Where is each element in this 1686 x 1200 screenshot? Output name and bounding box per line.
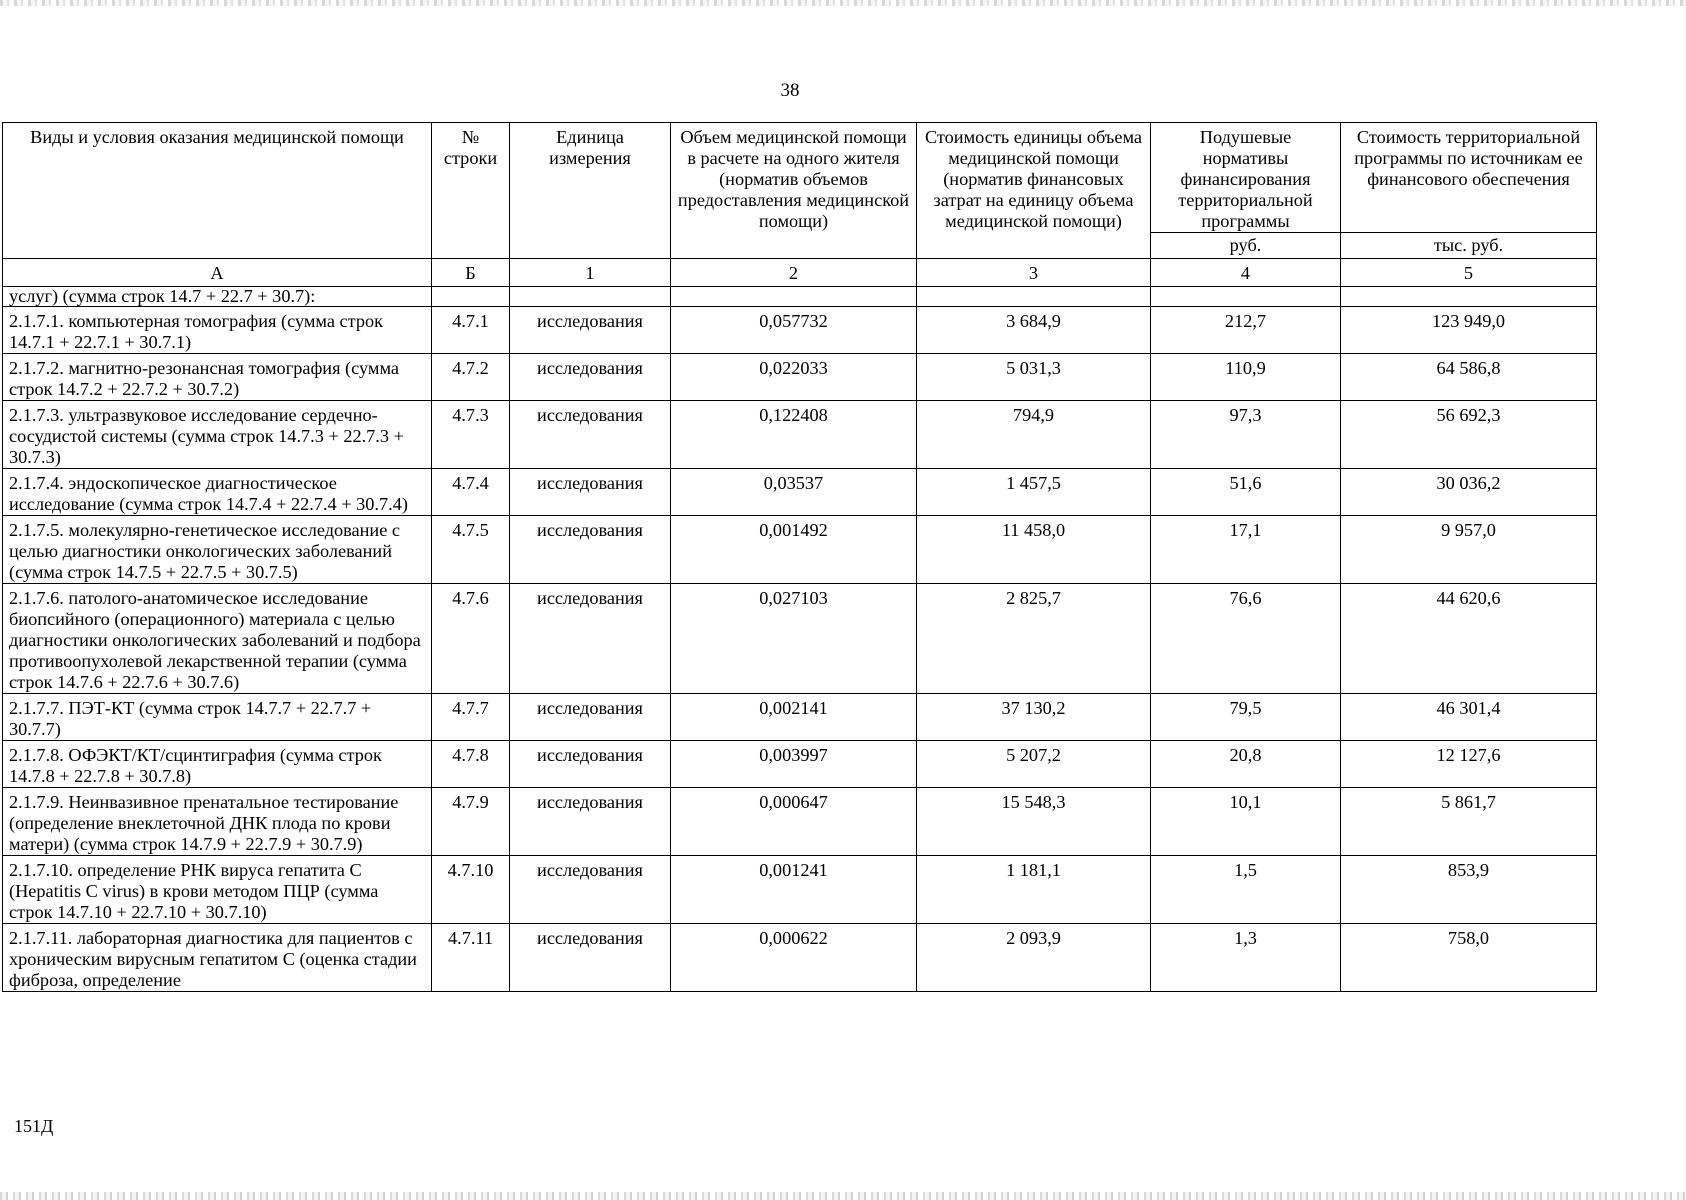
- empty-cell: [1341, 287, 1597, 307]
- index-cell: Б: [432, 259, 510, 287]
- row-unit-cost: 1 181,1: [917, 856, 1151, 924]
- row-per-capita: 97,3: [1151, 401, 1341, 469]
- row-line-number: 4.7.7: [432, 694, 510, 741]
- row-program-cost: 853,9: [1341, 856, 1597, 924]
- row-label: 2.1.7.1. компьютерная томография (сумма строк 14.7.1 + 22.7.1 + 30.7.1): [3, 307, 432, 354]
- row-unit-cost: 11 458,0: [917, 516, 1151, 584]
- row-per-capita: 1,3: [1151, 924, 1341, 992]
- row-program-cost: 12 127,6: [1341, 741, 1597, 788]
- empty-cell: [671, 287, 917, 307]
- row-per-capita: 1,5: [1151, 856, 1341, 924]
- table-row: [3, 856, 1597, 924]
- row-label: 2.1.7.7. ПЭТ-КТ (сумма строк 14.7.7 + 22.7.7 + 30.7.7): [3, 694, 432, 741]
- row-per-capita: 110,9: [1151, 354, 1341, 401]
- row-unit-cost: 5 207,2: [917, 741, 1151, 788]
- row-volume: 0,027103: [671, 584, 917, 694]
- row-unit: исследования: [510, 516, 671, 584]
- table-row: [3, 354, 1597, 401]
- row-unit: исследования: [510, 924, 671, 992]
- row-line-number: 4.7.2: [432, 354, 510, 401]
- index-row: [3, 259, 1597, 287]
- row-per-capita: 10,1: [1151, 788, 1341, 856]
- page-number: 38: [780, 80, 800, 101]
- row-line-number: 4.7.9: [432, 788, 510, 856]
- index-cell: А: [3, 259, 432, 287]
- row-volume: 0,001492: [671, 516, 917, 584]
- row-volume: 0,001241: [671, 856, 917, 924]
- row-volume: 0,057732: [671, 307, 917, 354]
- row-line-number: 4.7.5: [432, 516, 510, 584]
- index-cell: 1: [510, 259, 671, 287]
- row-label: 2.1.7.3. ультразвуковое исследование сердечно-сосудистой системы (сумма строк 14.7.3 + 22.7.3 + 30.7.3): [3, 401, 432, 469]
- table-row: [3, 401, 1597, 469]
- row-unit-cost: 3 684,9: [917, 307, 1151, 354]
- row-line-number: 4.7.4: [432, 469, 510, 516]
- row-unit: исследования: [510, 741, 671, 788]
- row-line-number: 4.7.6: [432, 584, 510, 694]
- index-cell: 3: [917, 259, 1151, 287]
- row-label: 2.1.7.6. патолого-анатомическое исследование биопсийного (операционного) материала с целью диагностики онкологических заболеваний и подбора противоопухолевой лекарственной терапии (сумма строк 14.7.6 + 22.7.6 + 30.7.6): [3, 584, 432, 694]
- table-row: [3, 516, 1597, 584]
- row-line-number: 4.7.10: [432, 856, 510, 924]
- row-unit: исследования: [510, 469, 671, 516]
- row-volume: 0,000622: [671, 924, 917, 992]
- row-label: 2.1.7.9. Неинвазивное пренатальное тестирование (определение внеклеточной ДНК плода по крови матери) (сумма строк 14.7.9 + 22.7.9 + 30.7.9): [3, 788, 432, 856]
- table-row: [3, 694, 1597, 741]
- financing-table: [2, 122, 1597, 992]
- index-cell: 2: [671, 259, 917, 287]
- row-unit: исследования: [510, 584, 671, 694]
- header-program-cost: Стоимость территориальной программы по источникам ее финансового обеспечения: [1341, 123, 1597, 233]
- table-row: [3, 584, 1597, 694]
- row-program-cost: 30 036,2: [1341, 469, 1597, 516]
- row-unit: исследования: [510, 401, 671, 469]
- row-program-cost: 758,0: [1341, 924, 1597, 992]
- row-program-cost: 44 620,6: [1341, 584, 1597, 694]
- empty-cell: [1151, 287, 1341, 307]
- header-volume: Объем медицинской помощи в расчете на одного жителя (норматив объемов предоставления медицинской помощи): [671, 123, 917, 259]
- row-label: 2.1.7.4. эндоскопическое диагностическое исследование (сумма строк 14.7.4 + 22.7.4 + 30.7.4): [3, 469, 432, 516]
- row-unit: исследования: [510, 354, 671, 401]
- empty-cell: [432, 287, 510, 307]
- table-row: [3, 924, 1597, 992]
- scan-edge-bottom: [0, 1192, 1686, 1200]
- row-per-capita: 17,1: [1151, 516, 1341, 584]
- table-row: [3, 307, 1597, 354]
- row-volume: 0,003997: [671, 741, 917, 788]
- header-unit-cost: Стоимость единицы объема медицинской помощи (норматив финансовых затрат на единицу объема медицинской помощи): [917, 123, 1151, 259]
- index-cell: 4: [1151, 259, 1341, 287]
- row-program-cost: 56 692,3: [1341, 401, 1597, 469]
- index-cell: 5: [1341, 259, 1597, 287]
- row-line-number: 4.7.8: [432, 741, 510, 788]
- row-program-cost: 9 957,0: [1341, 516, 1597, 584]
- row-line-number: 4.7.1: [432, 307, 510, 354]
- continuation-row: [3, 287, 1597, 307]
- row-per-capita: 212,7: [1151, 307, 1341, 354]
- empty-cell: [917, 287, 1151, 307]
- row-per-capita: 79,5: [1151, 694, 1341, 741]
- continuation-label: услуг) (сумма строк 14.7 + 22.7 + 30.7):: [3, 287, 432, 307]
- row-volume: 0,03537: [671, 469, 917, 516]
- row-unit: исследования: [510, 307, 671, 354]
- header-per-capita: Подушевые нормативы финансирования территориальной программы: [1151, 123, 1341, 233]
- header-row: [3, 123, 1597, 233]
- row-unit-cost: 1 457,5: [917, 469, 1151, 516]
- unit-thousand-rub: тыс. руб.: [1341, 233, 1597, 259]
- row-volume: 0,002141: [671, 694, 917, 741]
- row-unit-cost: 794,9: [917, 401, 1151, 469]
- row-unit: исследования: [510, 694, 671, 741]
- table-row: [3, 741, 1597, 788]
- row-volume: 0,000647: [671, 788, 917, 856]
- row-per-capita: 76,6: [1151, 584, 1341, 694]
- row-unit-cost: 2 825,7: [917, 584, 1151, 694]
- row-label: 2.1.7.2. магнитно-резонансная томография (сумма строк 14.7.2 + 22.7.2 + 30.7.2): [3, 354, 432, 401]
- row-unit-cost: 15 548,3: [917, 788, 1151, 856]
- row-per-capita: 20,8: [1151, 741, 1341, 788]
- table-row: [3, 788, 1597, 856]
- row-per-capita: 51,6: [1151, 469, 1341, 516]
- row-label: 2.1.7.5. молекулярно-генетическое исследование с целью диагностики онкологических заболеваний (сумма строк 14.7.5 + 22.7.5 + 30.7.5): [3, 516, 432, 584]
- row-program-cost: 64 586,8: [1341, 354, 1597, 401]
- row-program-cost: 5 861,7: [1341, 788, 1597, 856]
- row-unit: исследования: [510, 856, 671, 924]
- row-unit-cost: 37 130,2: [917, 694, 1151, 741]
- unit-rub: руб.: [1151, 233, 1341, 259]
- row-line-number: 4.7.11: [432, 924, 510, 992]
- header-unit: Единица измерения: [510, 123, 671, 259]
- row-label: 2.1.7.11. лабораторная диагностика для пациентов с хроническим вирусным гепатитом С (оценка стадии фиброза, определение: [3, 924, 432, 992]
- header-kinds: Виды и условия оказания медицинской помощи: [3, 123, 432, 259]
- row-unit: исследования: [510, 788, 671, 856]
- row-program-cost: 46 301,4: [1341, 694, 1597, 741]
- empty-cell: [510, 287, 671, 307]
- row-unit-cost: 2 093,9: [917, 924, 1151, 992]
- scan-edge-top: [0, 0, 1686, 6]
- row-program-cost: 123 949,0: [1341, 307, 1597, 354]
- row-volume: 0,022033: [671, 354, 917, 401]
- table-row: [3, 469, 1597, 516]
- row-label: 2.1.7.10. определение РНК вируса гепатита С (Hepatitis C virus) в крови методом ПЦР (сумма строк 14.7.10 + 22.7.10 + 30.7.10): [3, 856, 432, 924]
- row-volume: 0,122408: [671, 401, 917, 469]
- row-line-number: 4.7.3: [432, 401, 510, 469]
- header-line-number: № строки: [432, 123, 510, 259]
- row-label: 2.1.7.8. ОФЭКТ/КТ/сцинтиграфия (сумма строк 14.7.8 + 22.7.8 + 30.7.8): [3, 741, 432, 788]
- row-unit-cost: 5 031,3: [917, 354, 1151, 401]
- document-code: 151Д: [14, 1116, 54, 1136]
